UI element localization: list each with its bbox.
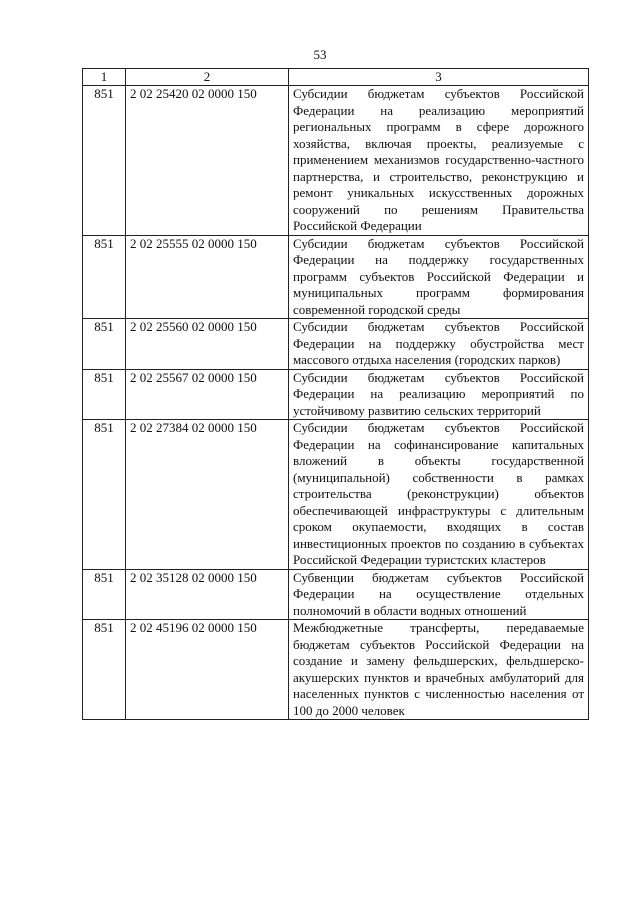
budget-code-cell: 2 02 27384 02 0000 150 (126, 420, 289, 570)
table-row (83, 235, 589, 319)
budget-code-cell: 2 02 25555 02 0000 150 (126, 235, 289, 319)
table-row (83, 620, 589, 720)
page-number: 53 (313, 47, 327, 62)
description-cell: Субвенции бюджетам субъектов Российской Федерации на осуществление отдельных полномочий в области водных отношений (289, 569, 589, 620)
admin-code-cell: 851 (83, 235, 126, 319)
admin-code-cell: 851 (83, 319, 126, 370)
table-row (83, 569, 589, 620)
admin-code-cell: 851 (83, 569, 126, 620)
column-header-description: 3 (289, 69, 589, 86)
description-cell: Субсидии бюджетам субъектов Российской Федерации на софинансирование капитальных вложений в объекты государственной (муниципальной) собственности в рамках строительства (реконструкции) объектов обеспечивающей инфраструктуры с длительным сроком окупаемости, входящих в состав инвестиционных проектов по созданию в субъектах Российской Федерации туристских кластеров (289, 420, 589, 570)
table-row (83, 86, 589, 236)
budget-code-cell: 2 02 25420 02 0000 150 (126, 86, 289, 236)
table-row (83, 369, 589, 420)
admin-code-cell: 851 (83, 369, 126, 420)
description-cell: Субсидии бюджетам субъектов Российской Федерации на реализацию мероприятий по устойчивому развитию сельских территорий (289, 369, 589, 420)
budget-classification-table (82, 68, 589, 720)
budget-code-cell: 2 02 35128 02 0000 150 (126, 569, 289, 620)
table-row (83, 319, 589, 370)
admin-code-cell: 851 (83, 86, 126, 236)
description-cell: Субсидии бюджетам субъектов Российской Федерации на поддержку обустройства мест массового отдыха населения (городских парков) (289, 319, 589, 370)
column-header-admin: 1 (83, 69, 126, 86)
column-header-code: 2 (126, 69, 289, 86)
admin-code-cell: 851 (83, 420, 126, 570)
description-cell: Межбюджетные трансферты, передаваемые бюджетам субъектов Российской Федерации на создание и замену фельдшерских, фельдшерско-акушерских пунктов и врачебных амбулаторий для населенных пунктов с численностью населения от 100 до 2000 человек (289, 620, 589, 720)
description-cell: Субсидии бюджетам субъектов Российской Федерации на поддержку государственных программ субъектов Российской Федерации и муниципальных программ формирования современной городской среды (289, 235, 589, 319)
budget-code-cell: 2 02 45196 02 0000 150 (126, 620, 289, 720)
budget-code-cell: 2 02 25567 02 0000 150 (126, 369, 289, 420)
budget-code-cell: 2 02 25560 02 0000 150 (126, 319, 289, 370)
description-cell: Субсидии бюджетам субъектов Российской Федерации на реализацию мероприятий региональных программ в сфере дорожного хозяйства, включая проекты, реализуемые с применением механизмов государственно-частного партнерства, и строительство, реконструкцию и ремонт уникальных искусственных дорожных сооружений по решениям Правительства Российской Федерации (289, 86, 589, 236)
table-row (83, 420, 589, 570)
table-header-row (83, 69, 589, 86)
admin-code-cell: 851 (83, 620, 126, 720)
